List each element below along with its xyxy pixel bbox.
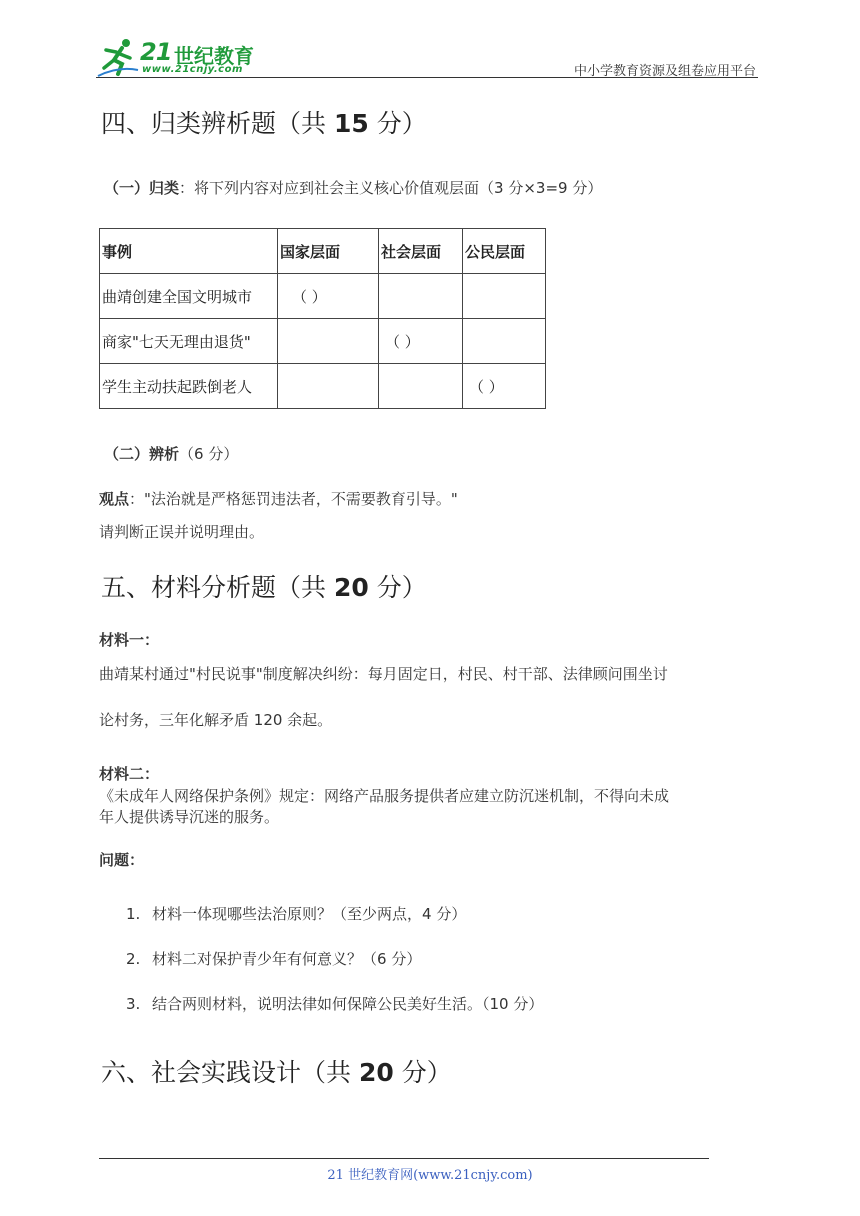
answer-blank: （ ） [463,364,546,409]
table-row [100,364,546,409]
logo-text: 世纪教育 [174,44,254,68]
material2-line2: 年人提供诱导沉迷的服务。 [99,808,280,826]
footer-link[interactable]: 21 世纪教育网(www.21cnjy.com) [327,1168,533,1183]
list-item [104,986,543,1031]
viewpoint [99,488,458,509]
material1-line1: 曲靖某村通过"村民说事"制度解决纠纷：每月固定日，村民、村干部、法律顾问围坐讨 [99,665,668,683]
part1-text: ：将下列内容对应到社会主义核心价值观层面（3 分×3=9 分） [179,179,603,197]
section4-part2 [104,443,238,464]
list-item [104,941,543,986]
logo-number: 21 [140,38,172,66]
table-header-row [100,229,546,274]
viewpoint-label: 观点 [99,490,130,508]
table-cell: 曲靖创建全国文明城市 [100,274,278,319]
viewpoint-text: ："法治就是严格惩罚违法者，不需要教育引导。" [129,490,458,508]
table-cell [379,274,463,319]
runner-logo-icon [96,36,140,80]
table-cell: 学生主动扶起跌倒老人 [100,364,278,409]
table-header-cell: 社会层面 [379,229,463,274]
material1-label: 材料一： [99,631,160,649]
footer-divider [99,1158,709,1159]
table-header-cell: 事例 [100,229,278,274]
material1-line2: 论村务，三年化解矛盾 120 余起。 [99,711,333,729]
list-item [104,896,543,941]
material2-line1: 《未成年人网络保护条例》规定：网络产品服务提供者应建立防沉迷机制，不得向未成 [99,787,670,805]
question-text: 结合两则材料，说明法律如何保障公民美好生活。（10 分） [152,995,544,1013]
table-cell [463,319,546,364]
header-tagline: 中小学教育资源及组卷应用平台 [573,64,756,79]
table-header-cell: 公民层面 [463,229,546,274]
table-cell: 商家"七天无理由退货" [100,319,278,364]
table-cell [278,319,379,364]
section6-title: 六、社会实践设计（共 20 分） [101,1058,452,1087]
header-divider [96,77,758,78]
site-logo [96,36,266,80]
questions-label: 问题： [99,851,145,869]
part2-text: （6 分） [179,445,239,463]
section5-title: 五、材料分析题（共 20 分） [101,573,427,602]
question-number: 3. [126,995,141,1013]
classification-table [99,228,546,409]
material2-label: 材料二： [99,765,160,783]
instruction-text: 请判断正误并说明理由。 [99,523,265,541]
question-number: 2. [126,950,141,968]
table-cell [379,364,463,409]
table-cell [463,274,546,319]
table-cell [278,364,379,409]
part2-label: （二）辨析 [104,445,180,463]
question-text: 材料二对保护青少年有何意义？（6 分） [152,950,422,968]
table-header-cell: 国家层面 [278,229,379,274]
part1-label: （一）归类 [104,179,180,197]
answer-blank: （ ） [278,274,379,319]
table-row [100,274,546,319]
question-text: 材料一体现哪些法治原则？（至少两点，4 分） [152,905,467,923]
section4-title: 四、归类辨析题（共 15 分） [101,109,427,138]
question-number: 1. [126,905,141,923]
logo-url: www.21cnjy.com [142,64,243,75]
answer-blank: （ ） [379,319,463,364]
question-list [104,896,543,1031]
section4-part1 [104,177,602,198]
table-row [100,319,546,364]
